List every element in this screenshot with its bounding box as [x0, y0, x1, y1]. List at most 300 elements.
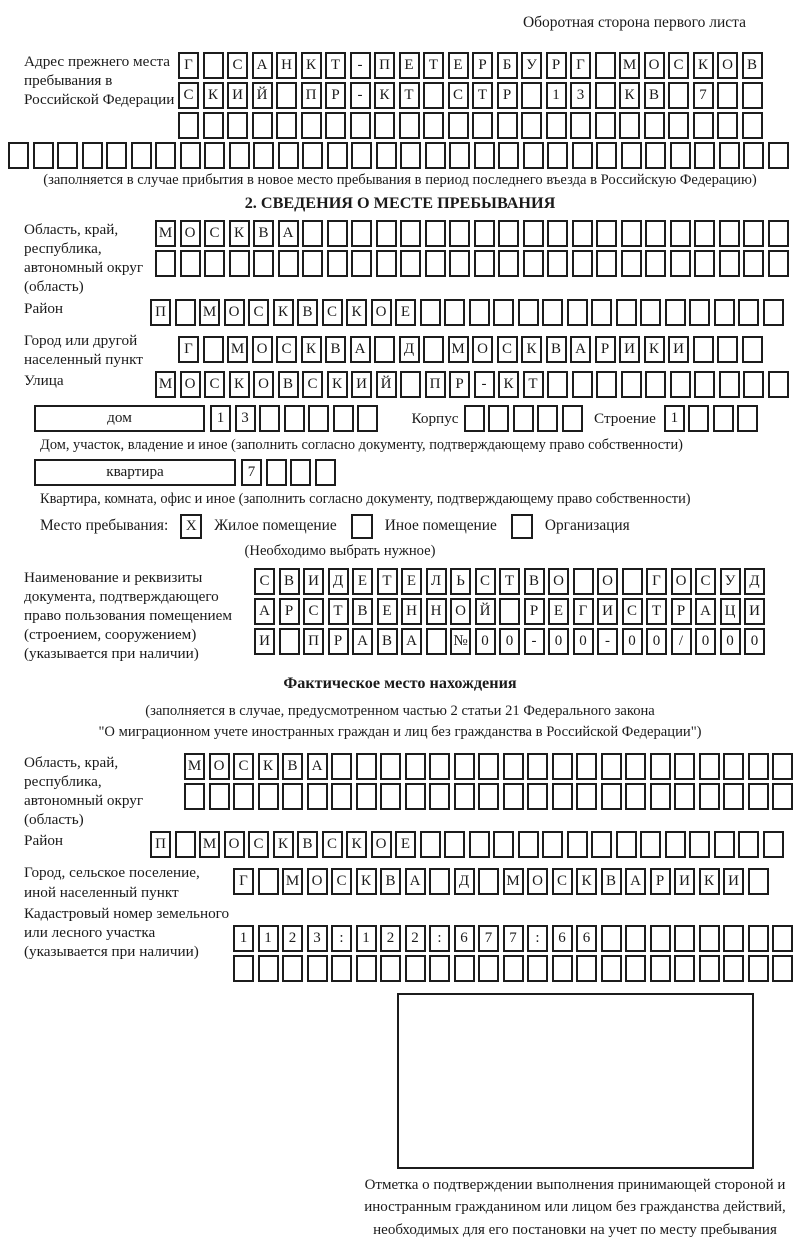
region-label: Область, край, республика, автономный округ (область) — [24, 221, 144, 296]
char-cell — [591, 831, 612, 858]
char-cell — [763, 831, 784, 858]
char-cell: К — [273, 831, 294, 858]
char-cell — [521, 112, 542, 139]
char-cell — [621, 371, 642, 398]
char-cell: И — [619, 336, 640, 363]
char-cell — [131, 142, 152, 169]
char-cell — [350, 112, 371, 139]
char-cell — [688, 405, 709, 432]
char-cell — [278, 250, 299, 277]
char-cell — [547, 250, 568, 277]
char-cell: К — [327, 371, 348, 398]
cadastre-grids — [233, 925, 797, 985]
char-cell — [723, 925, 744, 952]
char-cell — [325, 112, 346, 139]
char-cell: М — [282, 868, 303, 895]
char-cell: И — [227, 82, 248, 109]
char-cell: П — [150, 299, 171, 326]
char-cell — [327, 142, 348, 169]
char-cell — [640, 831, 661, 858]
char-cell — [645, 142, 666, 169]
char-cell: К — [273, 299, 294, 326]
char-cell: О — [717, 52, 738, 79]
char-cell: 3 — [570, 82, 591, 109]
char-cell: В — [644, 82, 665, 109]
char-cell — [601, 783, 622, 810]
char-cell — [464, 405, 485, 432]
char-cell: 2 — [405, 925, 426, 952]
char-cell — [537, 405, 558, 432]
char-cell: - — [350, 52, 371, 79]
char-cell — [737, 405, 758, 432]
char-cell: С — [475, 568, 496, 595]
char-cell — [573, 568, 594, 595]
char-cell: С — [227, 52, 248, 79]
char-cell: Т — [423, 52, 444, 79]
prev-address-grid-row-2 — [178, 82, 766, 109]
char-cell: 0 — [646, 628, 667, 655]
char-cell: Е — [395, 299, 416, 326]
char-cell — [717, 112, 738, 139]
char-cell — [178, 112, 199, 139]
char-cell: О — [307, 868, 328, 895]
char-cell — [595, 52, 616, 79]
char-cell — [82, 142, 103, 169]
char-cell: М — [619, 52, 640, 79]
char-cell: Д — [328, 568, 349, 595]
char-cell: С — [322, 831, 343, 858]
char-cell — [650, 783, 671, 810]
char-cell — [259, 405, 280, 432]
char-cell: 0 — [475, 628, 496, 655]
char-cell: О — [209, 753, 230, 780]
char-cell — [570, 112, 591, 139]
char-cell — [572, 371, 593, 398]
char-cell — [276, 112, 297, 139]
prev-address-label: Адрес прежнего места пребывания в Российской Федерации — [24, 53, 175, 109]
char-cell — [252, 112, 273, 139]
cadastre-grid-row-2 — [233, 955, 797, 982]
char-cell: К — [521, 336, 542, 363]
region2-row — [0, 753, 800, 830]
char-cell — [523, 250, 544, 277]
char-cell: С — [622, 598, 643, 625]
stay-type-label: Место пребывания: — [40, 517, 169, 535]
char-cell — [175, 299, 196, 326]
char-cell — [331, 753, 352, 780]
char-cell — [180, 142, 201, 169]
region2-label: Область, край, республика, автономный округ (область) — [24, 753, 144, 829]
char-cell: С — [254, 568, 275, 595]
district-row — [0, 299, 800, 329]
char-cell — [596, 250, 617, 277]
city-grid-row — [178, 336, 766, 363]
char-cell — [454, 783, 475, 810]
char-cell — [258, 955, 279, 982]
apartment-label-box: квартира — [34, 459, 236, 486]
char-cell: О — [180, 371, 201, 398]
actual-location-title: Фактическое место нахождения — [283, 673, 517, 692]
prev-address-grid-row-3 — [178, 112, 766, 139]
char-cell: Г — [570, 52, 591, 79]
char-cell — [474, 250, 495, 277]
char-cell — [351, 142, 372, 169]
checkbox-residential[interactable]: X — [180, 514, 202, 539]
char-cell — [423, 112, 444, 139]
char-cell — [278, 142, 299, 169]
char-cell: И — [668, 336, 689, 363]
char-cell — [719, 142, 740, 169]
char-cell: К — [301, 52, 322, 79]
char-cell: У — [720, 568, 741, 595]
checkbox-organization[interactable] — [511, 514, 533, 539]
char-cell — [253, 250, 274, 277]
char-cell — [429, 783, 450, 810]
char-cell — [668, 82, 689, 109]
char-cell: В — [377, 628, 398, 655]
char-cell — [227, 112, 248, 139]
char-cell — [493, 299, 514, 326]
region2-grids — [184, 753, 797, 813]
char-cell: 6 — [576, 925, 597, 952]
char-cell: С — [303, 598, 324, 625]
char-cell: П — [150, 831, 171, 858]
city2-grid-row — [233, 868, 772, 895]
document-label: Наименование и реквизиты документа, подтверждающего право пользования помещением (строением, сооружением) (указывается при наличии) — [24, 568, 233, 663]
char-cell: К — [229, 371, 250, 398]
char-cell — [552, 955, 573, 982]
char-cell — [380, 955, 401, 982]
char-cell — [552, 783, 573, 810]
char-cell — [625, 925, 646, 952]
char-cell — [498, 250, 519, 277]
char-cell — [229, 142, 250, 169]
char-cell: В — [601, 868, 622, 895]
char-cell: К — [693, 52, 714, 79]
char-cell: М — [199, 831, 220, 858]
char-cell: Г — [646, 568, 667, 595]
char-cell: В — [297, 831, 318, 858]
char-cell — [670, 371, 691, 398]
char-cell — [619, 112, 640, 139]
stroenie-grid-row — [664, 405, 762, 432]
char-cell: Т — [377, 568, 398, 595]
prev-address-note: (заполняется в случае прибытия в новое место пребывания в период последнего въезда в Российскую Федерацию) — [43, 172, 757, 188]
district-grid-row — [150, 299, 787, 326]
char-cell: О — [472, 336, 493, 363]
char-cell: С — [322, 299, 343, 326]
char-cell — [748, 925, 769, 952]
checkbox-other-premises[interactable] — [351, 514, 373, 539]
char-cell — [180, 250, 201, 277]
char-cell — [650, 925, 671, 952]
char-cell: Е — [377, 598, 398, 625]
char-cell — [601, 955, 622, 982]
char-cell — [499, 598, 520, 625]
char-cell: Е — [395, 831, 416, 858]
char-cell: С — [552, 868, 573, 895]
char-cell — [302, 250, 323, 277]
char-cell — [405, 783, 426, 810]
char-cell: О — [253, 371, 274, 398]
char-cell: 0 — [499, 628, 520, 655]
char-cell — [518, 299, 539, 326]
char-cell — [644, 112, 665, 139]
char-cell: 1 — [258, 925, 279, 952]
page-corner-note: Оборотная сторона первого листа — [522, 14, 746, 31]
cadastre-label: Кадастровый номер земельного или лесного участка (указывается при наличии) — [24, 904, 230, 960]
char-cell: 3 — [307, 925, 328, 952]
char-cell — [547, 371, 568, 398]
char-cell: О — [597, 568, 618, 595]
char-cell — [743, 220, 764, 247]
char-cell: Ь — [450, 568, 471, 595]
char-cell: В — [742, 52, 763, 79]
char-cell: М — [155, 220, 176, 247]
char-cell — [203, 52, 224, 79]
char-cell: - — [524, 628, 545, 655]
region2-grid-row-2 — [184, 783, 797, 810]
char-cell: О — [548, 568, 569, 595]
char-cell: Б — [497, 52, 518, 79]
char-cell: К — [644, 336, 665, 363]
char-cell — [503, 955, 524, 982]
char-cell — [640, 299, 661, 326]
char-cell — [693, 336, 714, 363]
prev-address-block — [0, 52, 800, 142]
char-cell: Й — [475, 598, 496, 625]
char-cell — [748, 868, 769, 895]
char-cell: Е — [399, 52, 420, 79]
char-cell: И — [744, 598, 765, 625]
char-cell — [429, 955, 450, 982]
char-cell — [472, 112, 493, 139]
char-cell: Т — [399, 82, 420, 109]
char-cell: Т — [325, 52, 346, 79]
option-residential-label: Жилое помещение — [214, 517, 337, 535]
char-cell: В — [325, 336, 346, 363]
char-cell — [670, 142, 691, 169]
char-cell: Н — [426, 598, 447, 625]
char-cell — [57, 142, 78, 169]
char-cell: П — [301, 82, 322, 109]
char-cell: С — [695, 568, 716, 595]
char-cell: О — [224, 299, 245, 326]
char-cell: 2 — [380, 925, 401, 952]
char-cell — [302, 220, 323, 247]
char-cell: 6 — [454, 925, 475, 952]
char-cell — [290, 459, 311, 486]
char-cell: Р — [472, 52, 493, 79]
char-cell — [674, 753, 695, 780]
char-cell — [155, 250, 176, 277]
char-cell: - — [350, 82, 371, 109]
char-cell — [665, 831, 686, 858]
char-cell: С — [276, 336, 297, 363]
char-cell — [674, 783, 695, 810]
prev-address-grids — [178, 52, 766, 142]
char-cell — [768, 371, 789, 398]
char-cell: М — [199, 299, 220, 326]
char-cell — [449, 250, 470, 277]
char-cell — [266, 459, 287, 486]
char-cell: 3 — [235, 405, 256, 432]
char-cell: 0 — [744, 628, 765, 655]
char-cell: К — [258, 753, 279, 780]
street-row — [0, 371, 800, 401]
char-cell: В — [297, 299, 318, 326]
char-cell: 1 — [664, 405, 685, 432]
char-cell — [694, 250, 715, 277]
char-cell — [478, 753, 499, 780]
char-cell — [768, 250, 789, 277]
char-cell: А — [625, 868, 646, 895]
char-cell: 1 — [356, 925, 377, 952]
char-cell — [155, 142, 176, 169]
char-cell — [380, 783, 401, 810]
char-cell — [576, 753, 597, 780]
document-grid-row-3 — [254, 628, 769, 655]
char-cell: 7 — [241, 459, 262, 486]
char-cell — [713, 405, 734, 432]
char-cell: И — [303, 568, 324, 595]
char-cell — [699, 955, 720, 982]
char-cell — [429, 753, 450, 780]
char-cell — [601, 925, 622, 952]
char-cell: Г — [573, 598, 594, 625]
char-cell — [279, 628, 300, 655]
char-cell — [693, 112, 714, 139]
char-cell — [488, 405, 509, 432]
char-cell — [572, 250, 593, 277]
char-cell: Г — [233, 868, 254, 895]
char-cell: К — [699, 868, 720, 895]
section2-title: 2. СВЕДЕНИЯ О МЕСТЕ ПРЕБЫВАНИЯ — [244, 194, 556, 212]
char-cell — [282, 783, 303, 810]
char-cell — [258, 868, 279, 895]
char-cell — [723, 753, 744, 780]
char-cell: Г — [178, 336, 199, 363]
char-cell — [106, 142, 127, 169]
char-cell — [400, 142, 421, 169]
char-cell — [694, 220, 715, 247]
char-cell — [772, 925, 793, 952]
char-cell: В — [352, 598, 373, 625]
char-cell: А — [252, 52, 273, 79]
char-cell — [351, 250, 372, 277]
char-cell — [552, 753, 573, 780]
char-cell: 2 — [282, 925, 303, 952]
char-cell: Д — [399, 336, 420, 363]
char-cell — [546, 112, 567, 139]
char-cell — [542, 831, 563, 858]
char-cell — [351, 220, 372, 247]
char-cell: М — [155, 371, 176, 398]
char-cell — [743, 142, 764, 169]
char-cell: П — [374, 52, 395, 79]
char-cell: А — [278, 220, 299, 247]
char-cell — [253, 142, 274, 169]
char-cell — [302, 142, 323, 169]
char-cell — [8, 142, 29, 169]
char-cell — [547, 220, 568, 247]
char-cell: А — [401, 628, 422, 655]
char-cell — [469, 831, 490, 858]
char-cell: О — [527, 868, 548, 895]
char-cell: С — [248, 831, 269, 858]
char-cell — [670, 250, 691, 277]
char-cell: К — [346, 831, 367, 858]
char-cell: Ц — [720, 598, 741, 625]
char-cell — [327, 250, 348, 277]
char-cell — [567, 299, 588, 326]
char-cell — [405, 955, 426, 982]
char-cell — [356, 753, 377, 780]
char-cell — [204, 142, 225, 169]
char-cell — [307, 783, 328, 810]
char-cell — [748, 955, 769, 982]
char-cell — [717, 336, 738, 363]
char-cell: Р — [595, 336, 616, 363]
char-cell — [772, 753, 793, 780]
char-cell: Т — [328, 598, 349, 625]
char-cell: Й — [252, 82, 273, 109]
house-label-box: дом — [34, 405, 205, 432]
char-cell — [723, 955, 744, 982]
char-cell — [694, 142, 715, 169]
char-cell — [665, 299, 686, 326]
char-cell: Е — [448, 52, 469, 79]
char-cell — [356, 783, 377, 810]
char-cell — [748, 783, 769, 810]
char-cell: И — [674, 868, 695, 895]
char-cell: Т — [472, 82, 493, 109]
char-cell — [449, 142, 470, 169]
option-organization-label: Организация — [544, 517, 630, 535]
char-cell — [454, 955, 475, 982]
char-cell: Е — [401, 568, 422, 595]
actual-location-note — [0, 701, 800, 743]
char-cell — [668, 112, 689, 139]
char-cell: П — [303, 628, 324, 655]
char-cell: О — [252, 336, 273, 363]
char-cell: 7 — [693, 82, 714, 109]
char-cell: 0 — [548, 628, 569, 655]
char-cell: 6 — [552, 925, 573, 952]
house-row — [0, 405, 800, 435]
char-cell — [423, 336, 444, 363]
street-label: Улица — [24, 371, 64, 389]
street-grid-row — [155, 371, 792, 398]
char-cell — [233, 955, 254, 982]
char-cell — [699, 783, 720, 810]
char-cell — [645, 220, 666, 247]
char-cell — [400, 371, 421, 398]
char-cell: А — [350, 336, 371, 363]
char-cell — [595, 112, 616, 139]
char-cell — [399, 112, 420, 139]
char-cell: А — [695, 598, 716, 625]
char-cell — [521, 82, 542, 109]
char-cell — [454, 753, 475, 780]
char-cell: С — [448, 82, 469, 109]
char-cell: К — [374, 82, 395, 109]
char-cell: М — [448, 336, 469, 363]
char-cell: 0 — [720, 628, 741, 655]
region-grid-row-2 — [155, 250, 792, 277]
char-cell — [601, 753, 622, 780]
char-cell — [374, 112, 395, 139]
